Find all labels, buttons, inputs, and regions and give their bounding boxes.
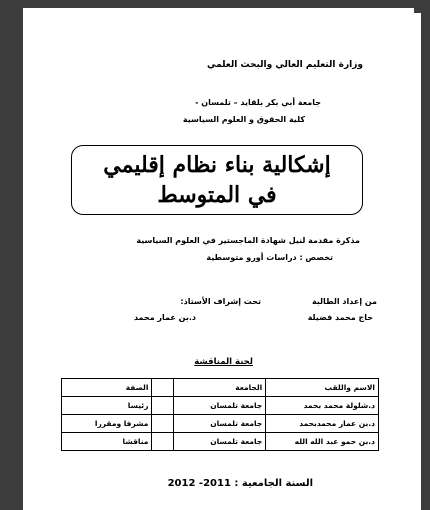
- member-name: د.بن عمار محمدبحمد: [266, 415, 379, 433]
- member-name: د.بن حمو عبد الله الله: [266, 433, 379, 451]
- table-row: [62, 397, 379, 415]
- member-role: مناقشا: [62, 433, 152, 451]
- thesis-title-line2: في المتوسط: [157, 182, 277, 208]
- thesis-title-line1: إشكالية بناء نظام إقليمي: [103, 152, 331, 178]
- student-name: حاج محمد فضيلة: [307, 313, 373, 322]
- member-role: رئيسا: [62, 397, 152, 415]
- member-university: جامعة تلمسان: [174, 397, 266, 415]
- supervisor-name: د.بن عمار محمد: [133, 313, 196, 322]
- table-row: [62, 433, 379, 451]
- prepared-by-label: من إعداد الطالبة: [311, 297, 377, 306]
- member-university: جامعة تلمسان: [174, 433, 266, 451]
- header-blank: [152, 379, 174, 397]
- header-name: الاسم واللقب: [266, 379, 379, 397]
- document-page: [23, 8, 421, 510]
- memo-description: مذكرة مقدمة لنيل شهادة الماجستير في العلوم السياسية: [136, 236, 360, 245]
- page-corner-mark: [414, 8, 421, 13]
- committee-table: [61, 378, 379, 451]
- header-university: الجامعة: [174, 379, 266, 397]
- university-name: جامعة أبي بكر بلقايد – تلمسان -: [195, 98, 321, 107]
- blank-cell: [152, 433, 174, 451]
- member-university: جامعة تلمسان: [174, 415, 266, 433]
- title-box: [71, 145, 363, 215]
- specialization: تخصص : دراسات أورو متوسطية: [206, 253, 333, 262]
- committee-heading: لجنة المناقشة: [194, 357, 253, 367]
- header-role: الصفة: [62, 379, 152, 397]
- blank-cell: [152, 397, 174, 415]
- supervisor-label: تحت إشراف الأستاذ:: [180, 297, 261, 306]
- page-edge-mark: [23, 126, 27, 131]
- table-header-row: [62, 379, 379, 397]
- academic-year: السنة الجامعية : 2011- 2012: [167, 478, 313, 489]
- faculty-name: كلية الحقوق و العلوم السياسية: [182, 115, 305, 124]
- ministry-name: وزارة التعليم العالي والبحث العلمي: [206, 60, 363, 70]
- member-role: مشرفا ومقررا: [62, 415, 152, 433]
- blank-cell: [152, 415, 174, 433]
- table-row: [62, 415, 379, 433]
- member-name: د.شلولة محمد بحمد: [266, 397, 379, 415]
